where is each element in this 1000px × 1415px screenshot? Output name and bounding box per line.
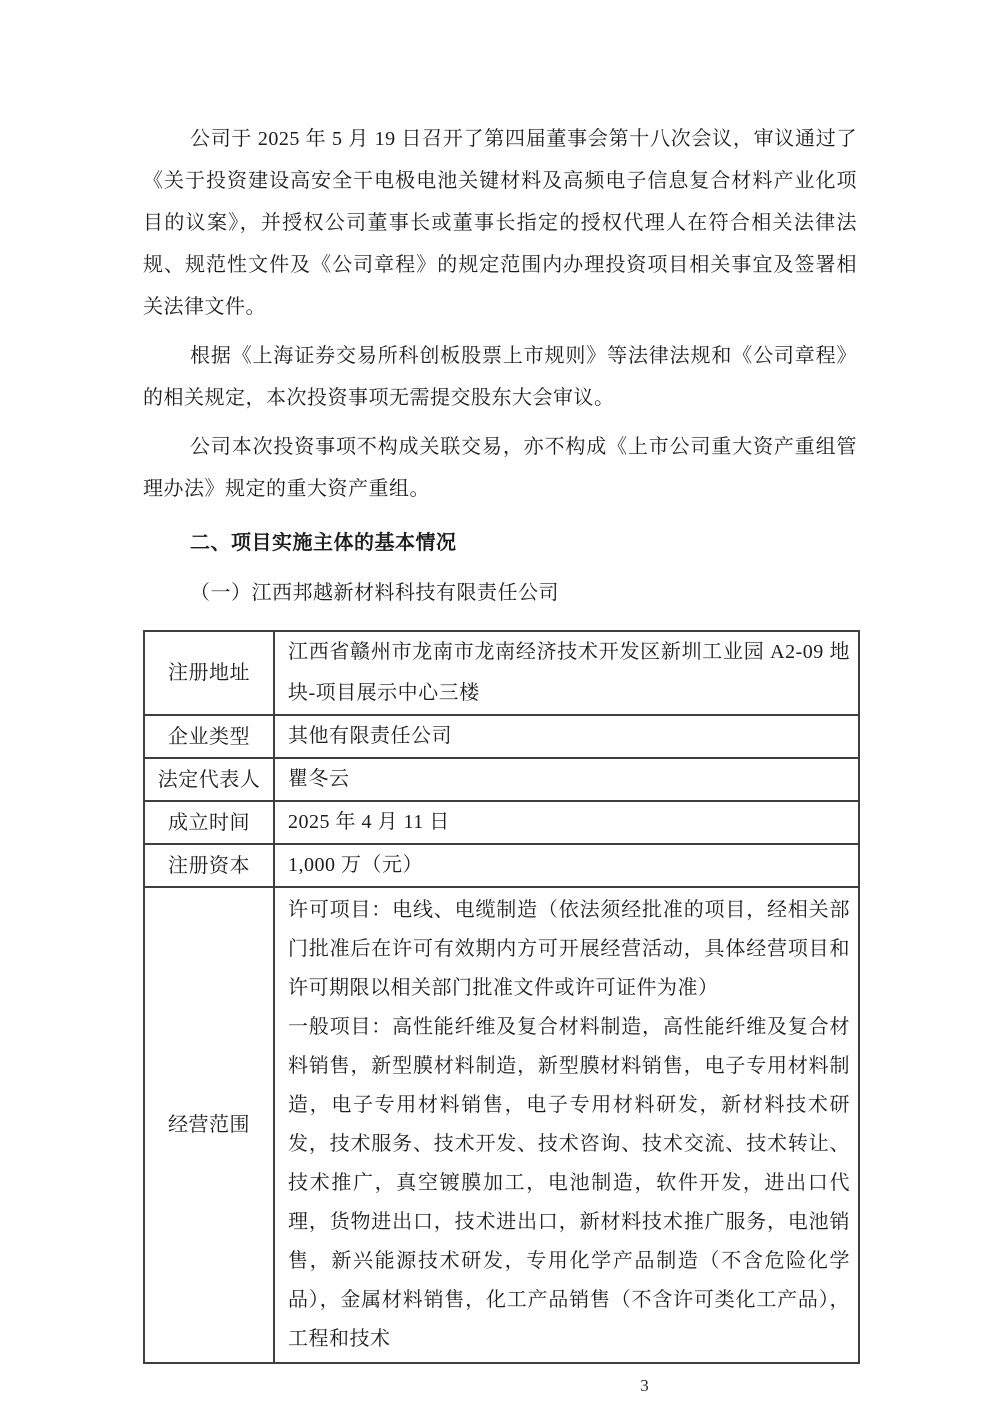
page-number: 3 <box>640 1376 649 1395</box>
row-value <box>274 887 859 1363</box>
table-row-registered-address <box>144 631 859 715</box>
company-info-table <box>143 630 860 1364</box>
row-value: 2025 年 4 月 11 日 <box>274 801 859 844</box>
paragraph-related-transaction: 公司本次投资事项不构成关联交易，亦不构成《上市公司重大资产重组管理办法》规定的重大资产重组。 <box>143 436 857 500</box>
row-label: 经营范围 <box>144 887 274 1363</box>
section-heading: 二、项目实施主体的基本情况 <box>190 532 457 554</box>
row-value: 江西省赣州市龙南市龙南经济技术开发区新圳工业园 A2-09 地块-项目展示中心三楼 <box>274 631 859 715</box>
table-row-legal-representative <box>144 758 859 801</box>
row-label: 注册地址 <box>144 631 274 715</box>
table-row-registered-capital <box>144 844 859 887</box>
table-row-business-scope <box>144 887 859 1363</box>
row-value: 1,000 万（元） <box>274 844 859 887</box>
row-label: 法定代表人 <box>144 758 274 801</box>
row-value: 瞿冬云 <box>274 758 859 801</box>
business-scope-licensed: 许可项目：电线、电缆制造（依法须经批准的项目，经相关部门批准后在许可有效期内方可开展经营活动，具体经营项目和许可期限以相关部门批准文件或许可证件为准） <box>288 899 850 999</box>
section-subheading-company-name: （一）江西邦越新材料科技有限责任公司 <box>190 582 559 604</box>
table-row-company-type <box>144 715 859 758</box>
paragraph-listing-rules: 根据《上海证券交易所科创板股票上市规则》等法律法规和《公司章程》的相关规定，本次投资事项无需提交股东大会审议。 <box>143 345 857 409</box>
row-label: 成立时间 <box>144 801 274 844</box>
row-label: 注册资本 <box>144 844 274 887</box>
business-scope-general: 一般项目：高性能纤维及复合材料制造，高性能纤维及复合材料销售，新型膜材料制造，新型膜材料销售，电子专用材料制造，电子专用材料销售，电子专用材料研发，新材料技术研发，技术服务、技术开发、技术咨询、技术交流、技术转让、技术推广，真空镀膜加工，电池制造，软件开发，进出口代理，货物进出口，技术进出口，新材料技术推广服务，电池销售，新兴能源技术研发，专用化学产品制造（不含危险化学品），金属材料销售，化工产品销售（不含许可类化工产品），工程和技术 <box>288 1016 850 1350</box>
row-label: 企业类型 <box>144 715 274 758</box>
row-value: 其他有限责任公司 <box>274 715 859 758</box>
table-row-establish-date <box>144 801 859 844</box>
paragraph-board-resolution: 公司于 2025 年 5 月 19 日召开了第四届董事会第十八次会议，审议通过了《关于投资建设高安全干电极电池关键材料及高频电子信息复合材料产业化项目的议案》，并授权公司董事长或董事长指定的授权代理人在符合相关法律法规、规范性文件及《公司章程》的规定范围内办理投资项目相关事宜及签署相关法律文件。 <box>143 128 857 318</box>
